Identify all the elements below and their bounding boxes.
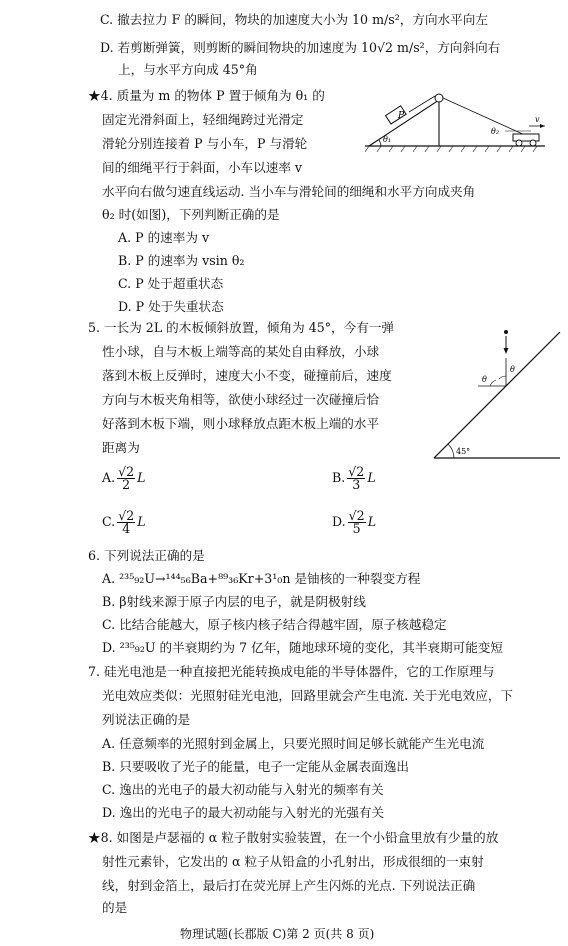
q5-stem-line3: 落到木板上反弹时，速度大小不变，碰撞前后，速度 [102,368,392,383]
q7-stem-line1: 7. 硅光电池是一种直接把光能转换成电能的半导体器件，它的工作原理与 [88,664,495,679]
q6-option-a: A. ²³⁵₉₂U→¹⁴⁴₅₆Ba+⁸⁹₃₆Kr+3¹₀n 是铀核的一种裂变方程 [102,571,421,586]
q4-fig-block-label: P [398,111,405,121]
q7-option-a: A. 任意频率的光照射到金属上，只要光照时间足够长就能产生光电流 [102,736,485,751]
q8-stem-line1: ★8. 如图是卢瑟福的 α 粒子散射实验装置，在一个小铅盒里放有少量的放 [88,830,499,845]
q4-option-a: A. P 的速率为 v [118,230,210,245]
q7-option-b: B. 只要吸收了光子的能量，电子一定能从金属表面逸出 [102,759,409,774]
q8-stem-line2: 射性元素钋，它发出的 α 粒子从铅盒的小孔射出，形成很细的一束射 [102,854,484,869]
q4-stem-line2: 固定光滑斜面上，轻细绳跨过光滑定 [102,112,304,127]
q5-option-c: C. $\frac{√2}{4}$ L [102,508,146,536]
q5-stem-line5: 好落到木板下端，则小球释放点距木板上端的水平 [102,416,380,431]
q3-option-d-line2: 上，与水平方向成 45°角 [118,62,258,77]
q7-stem-line3: 列说法正确的是 [102,712,191,727]
q5-fig-angle: 45° [456,447,471,456]
q4-stem-line5: 水平向右做匀速直线运动. 当小车与滑轮间的细绳和水平方向成夹角 [102,184,476,199]
q4-stem-line6: θ₂ 时(如图)，下列判断正确的是 [102,207,280,222]
q8-stem-line3: 线，射到金箔上，最后打在荧光屏上产生闪烁的光点. 下列说法正确 [102,878,476,893]
q6-option-b: B. β射线来源于原子内层的电子，就是阴极射线 [102,594,366,609]
q4-fig-theta2: θ₂ [491,127,500,136]
q6-stem: 6. 下列说法正确的是 [88,548,205,563]
q5-option-b: B. $\frac{√2}{3}$ L [332,464,376,492]
q4-option-c: C. P 处于超重状态 [118,276,224,291]
q3-option-c: C. 撤去拉力 F 的瞬间，物块的加速度大小为 10 m/s²，方向水平向左 [100,12,488,27]
q5-stem-line4: 方向与木板夹角相等，欲使小球经过一次碰撞后恰 [102,392,380,407]
q4-stem-line1: ★4. 质量为 m 的物体 P 置于倾角为 θ₁ 的 [88,88,325,103]
q3-option-d-line1: D. 若剪断弹簧，则剪断的瞬间物块的加速度为 10√2 m/s²，方向斜向右 [100,40,501,55]
q5-fig-theta-upper: θ [510,365,515,374]
q5-stem-line6: 距离为 [102,440,140,455]
q4-option-d: D. P 处于失重状态 [118,299,224,314]
q4-stem-line4: 间的细绳平行于斜面，小车以速率 v [102,160,303,175]
q8-stem-line4: 的是 [102,900,128,915]
q6-option-c: C. 比结合能越大，原子核内核子结合得越牢固，原子核越稳定 [102,617,447,632]
page-footer: 物理试题(长郡版 C)第 2 页(共 8 页) [180,927,375,941]
q5-option-a: A. $\frac{√2}{2}$ L [102,464,146,492]
q5-fig-theta-lower: θ [482,375,487,384]
q4-fig-v: v [535,115,540,124]
q4-fig-theta1: θ₁ [383,135,392,144]
q5-board-figure [420,312,565,462]
q4-incline-figure [355,90,550,158]
q5-option-d: D. $\frac{√2}{5}$ L [332,508,377,536]
q6-option-d: D. ²³⁵₉₂U 的半衰期约为 7 亿年，随地球环境的变化，其半衰期可能变短 [102,640,503,655]
q7-stem-line2: 光电效应类似：光照射硅光电池，回路里就会产生电流. 关于光电效应，下 [102,688,514,703]
q7-option-d: D. 逸出的光电子的最大初动能与入射光的光强有关 [102,805,385,820]
q5-stem-line2: 性小球，自与木板上端等高的某处自由释放，小球 [102,344,380,359]
q5-stem-line1: 5. 一长为 2L 的木板倾斜放置，倾角为 45°，今有一弹 [88,320,395,335]
q4-option-b: B. P 的速率为 vsin θ₂ [118,253,245,268]
q7-option-c: C. 逸出的光电子的最大初动能与入射光的频率有关 [102,782,384,797]
q4-stem-line3: 滑轮分别连接着 P 与小车，P 与滑轮 [102,136,308,151]
